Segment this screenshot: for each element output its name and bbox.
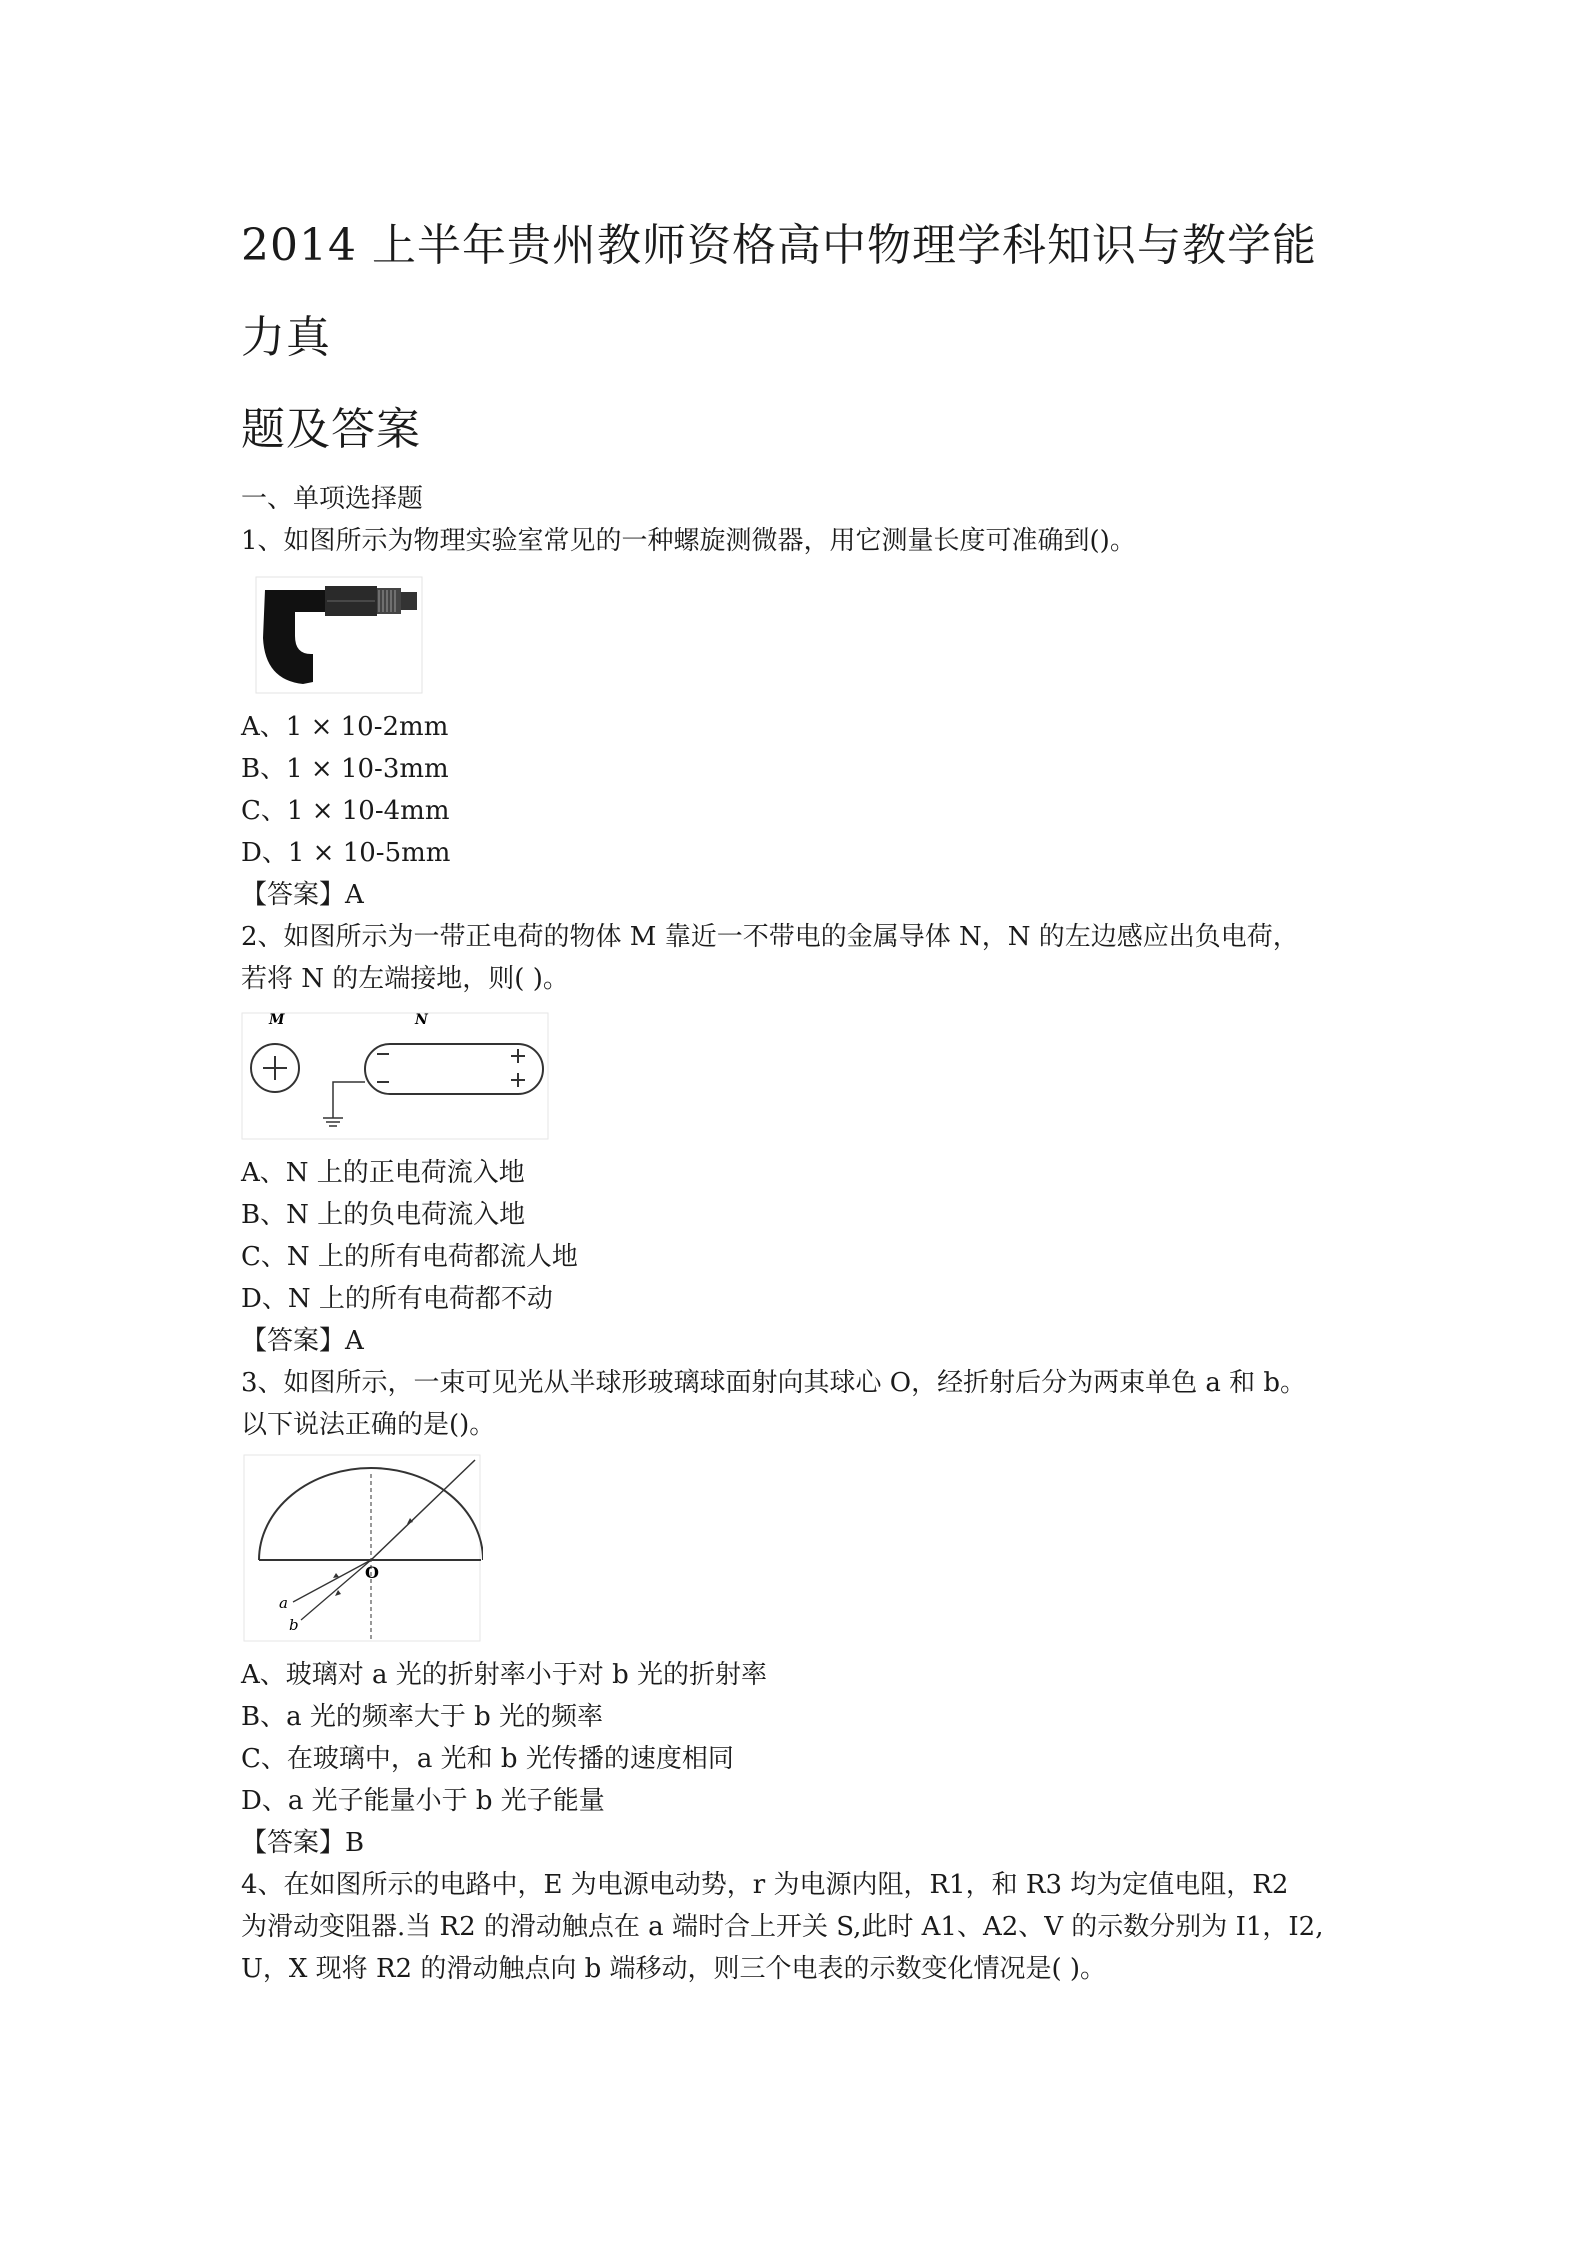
question-3-option-d: D、a 光子能量小于 b 光子能量 xyxy=(241,1786,605,1816)
question-4-stem-line-1: 4、在如图所示的电路中，E 为电源电动势，r 为电源内阻，R1，和 R3 均为定值电阻，R2 xyxy=(241,1870,1289,1900)
question-2-option-c: C、N 上的所有电荷都流人地 xyxy=(241,1242,578,1272)
question-2-option-d: D、N 上的所有电荷都不动 xyxy=(241,1284,553,1314)
question-2-stem-line-1: 2、如图所示为一带正电荷的物体 M 靠近一不带电的金属导体 N，N 的左边感应出负电荷， xyxy=(241,922,1299,952)
question-1-option-d: D、1 × 10-5mm xyxy=(241,838,451,868)
document-page xyxy=(241,200,1361,1990)
question-4-stem-line-2: 为滑动变阻器.当 R2 的滑动触点在 a 端时合上开关 S,此时 A1、A2、V 的示数分别为 I1，I2, xyxy=(241,1912,1324,1942)
question-2-stem-line-2: 若将 N 的左端接地，则( )。 xyxy=(241,964,569,994)
label-o: O xyxy=(365,1563,379,1582)
question-1-option-a: A、1 × 10-2mm xyxy=(241,712,449,742)
question-4 xyxy=(241,1864,1361,1990)
question-1-answer: 【答案】A xyxy=(241,880,364,910)
question-3-option-c: C、在玻璃中，a 光和 b 光传播的速度相同 xyxy=(241,1744,734,1774)
section-heading: 一、单项选择题 xyxy=(241,484,424,514)
question-1-stem: 1、如图所示为物理实验室常见的一种螺旋测微器，用它测量长度可准确到()。 xyxy=(241,526,1136,556)
document-title-line-2: 题及答案 xyxy=(241,404,421,455)
document-title-line-1: 2014 上半年贵州教师资格高中物理学科知识与教学能力真 xyxy=(241,220,1317,363)
question-3 xyxy=(241,1362,1361,1864)
label-n: N xyxy=(415,1012,428,1028)
micrometer-figure xyxy=(255,576,425,696)
question-1-option-b: B、1 × 10-3mm xyxy=(241,754,449,784)
question-2 xyxy=(241,916,1361,1362)
label-a: a xyxy=(279,1594,288,1612)
question-3-stem-line-2: 以下说法正确的是()。 xyxy=(241,1410,496,1440)
question-4-stem-line-3: U，X 现将 R2 的滑动触点向 b 端移动，则三个电表的示数变化情况是( )。 xyxy=(241,1954,1107,1984)
label-b: b xyxy=(289,1616,299,1634)
question-2-option-a: A、N 上的正电荷流入地 xyxy=(241,1158,525,1188)
question-1 xyxy=(241,520,1361,916)
question-1-option-c: C、1 × 10-4mm xyxy=(241,796,450,826)
hemisphere-refraction-figure xyxy=(243,1454,483,1644)
charged-conductor-figure xyxy=(241,1012,551,1142)
question-3-stem-line-1: 3、如图所示，一束可见光从半球形玻璃球面射向其球心 O，经折射后分为两束单色 a 和 b。 xyxy=(241,1368,1307,1398)
question-3-answer: 【答案】B xyxy=(241,1828,365,1858)
label-m: M xyxy=(269,1012,285,1028)
question-3-option-b: B、a 光的频率大于 b 光的频率 xyxy=(241,1702,604,1732)
question-2-option-b: B、N 上的负电荷流入地 xyxy=(241,1200,526,1230)
question-3-option-a: A、玻璃对 a 光的折射率小于对 b 光的折射率 xyxy=(241,1660,767,1690)
question-2-answer: 【答案】A xyxy=(241,1326,364,1356)
